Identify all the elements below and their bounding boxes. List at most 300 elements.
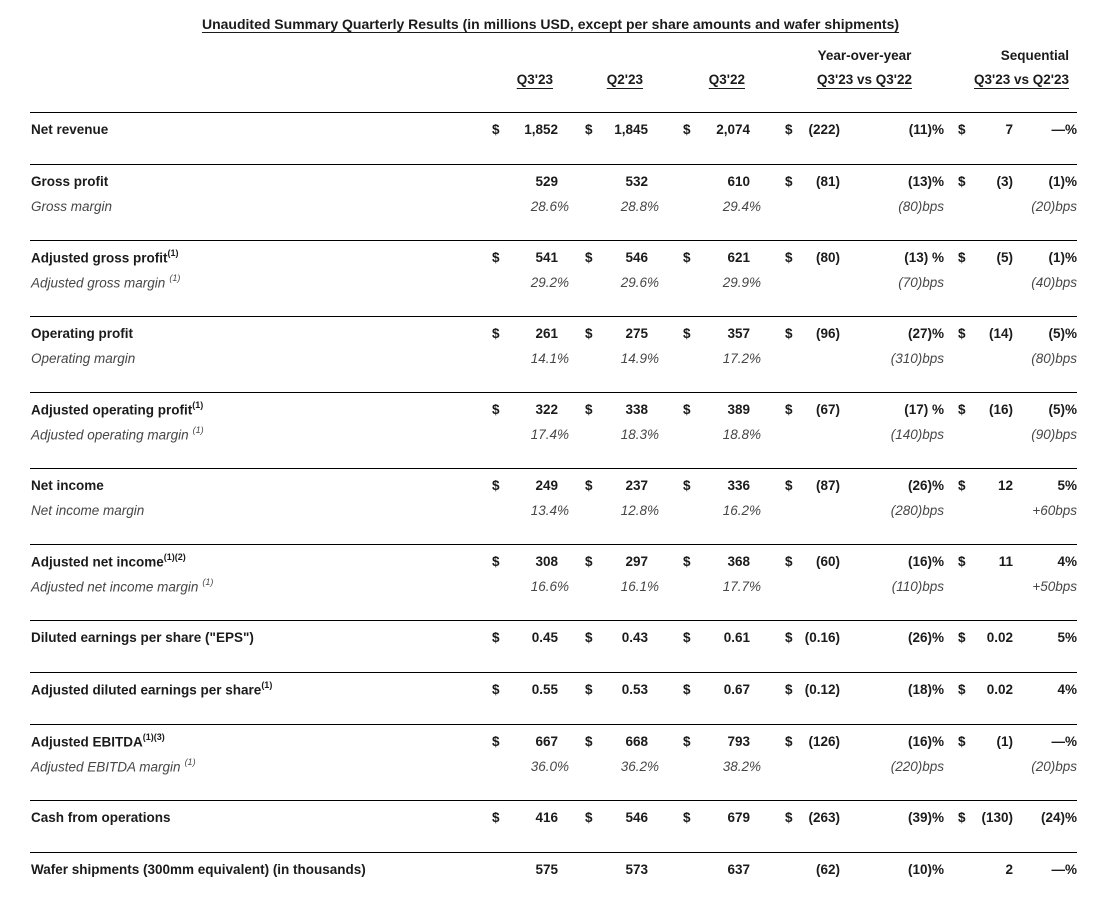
value: 28.8% xyxy=(620,198,659,214)
value: 29.6% xyxy=(620,274,659,290)
value: 793 xyxy=(727,733,750,749)
value: 36.0% xyxy=(530,758,569,774)
value: 237 xyxy=(625,477,648,493)
row-label: Adjusted net income$^{(1)(2)}$ xyxy=(31,551,186,570)
value: 12 xyxy=(997,477,1013,493)
value-cell xyxy=(683,174,750,189)
value-cell xyxy=(492,478,558,493)
value-cell xyxy=(683,478,750,493)
value: 667 xyxy=(535,733,558,749)
value: 2,074 xyxy=(716,121,750,137)
dollar-sign: $ xyxy=(785,681,793,697)
dollar-sign: $ xyxy=(492,681,500,697)
table-section xyxy=(30,544,1077,620)
value: 29.4% xyxy=(722,198,761,214)
value-cell xyxy=(585,198,659,214)
footnote-marker: (1) xyxy=(192,399,204,410)
value-cell xyxy=(585,274,659,290)
value-cell xyxy=(492,198,569,214)
footnote-marker: (1) xyxy=(169,272,181,283)
data-row xyxy=(30,624,1077,650)
percent-cell: (13)% xyxy=(907,173,944,189)
dollar-sign: $ xyxy=(683,477,691,493)
value-cell xyxy=(683,810,750,825)
value: 0.53 xyxy=(621,681,648,697)
value-cell xyxy=(683,426,761,442)
value-cell xyxy=(785,122,840,137)
dollar-sign: $ xyxy=(958,629,966,645)
value: 16.2% xyxy=(722,502,761,518)
dollar-sign: $ xyxy=(683,249,691,265)
percent-cell: (10)% xyxy=(907,861,944,877)
value: 0.67 xyxy=(723,681,750,697)
value-cell xyxy=(785,682,840,697)
value-cell xyxy=(492,502,569,518)
row-label: Operating margin xyxy=(31,350,136,366)
row-label: Adjusted EBITDA$^{(1)(3)}$ xyxy=(31,731,165,750)
value-cell xyxy=(785,734,840,749)
value-cell xyxy=(492,630,558,645)
value: 12.8% xyxy=(620,502,659,518)
value-cell xyxy=(785,326,840,341)
percent-cell: 5% xyxy=(1057,629,1077,645)
value-cell xyxy=(492,554,558,569)
dollar-sign: $ xyxy=(585,249,593,265)
value: 389 xyxy=(727,401,750,417)
value-cell xyxy=(492,426,569,442)
value: (62) xyxy=(815,861,840,877)
percent-cell: (70)bps xyxy=(898,274,944,290)
percent-cell: +60bps xyxy=(1032,502,1077,518)
percent-cell: (140)bps xyxy=(890,426,944,442)
dollar-sign: $ xyxy=(958,681,966,697)
dollar-sign: $ xyxy=(683,401,691,417)
value-cell xyxy=(492,350,569,366)
percent-cell: (16)% xyxy=(907,733,944,749)
dollar-sign: $ xyxy=(785,173,793,189)
value: 322 xyxy=(535,401,558,417)
value-cell xyxy=(683,326,750,341)
value-cell xyxy=(683,862,750,877)
value: (1) xyxy=(996,733,1013,749)
value: 14.1% xyxy=(530,350,569,366)
value: 0.02 xyxy=(986,681,1013,697)
value: 416 xyxy=(535,809,558,825)
footnote-marker: (1)(2) xyxy=(163,551,186,562)
value-cell xyxy=(585,402,648,417)
dollar-sign: $ xyxy=(683,121,691,137)
percent-cell: —% xyxy=(1051,861,1077,877)
percent-cell: (17) % xyxy=(904,401,944,417)
value-cell xyxy=(683,630,750,645)
percent-cell: (5)% xyxy=(1048,325,1077,341)
percent-cell: +50bps xyxy=(1032,578,1077,594)
value-cell xyxy=(958,734,1013,749)
value: (87) xyxy=(815,477,840,493)
value-cell xyxy=(585,426,659,442)
value-cell xyxy=(683,350,761,366)
footnote-marker: (1) xyxy=(184,756,196,767)
value: 679 xyxy=(727,809,750,825)
row-label: Adjusted gross profit$^{(1)}$ xyxy=(31,247,179,266)
value: 357 xyxy=(727,325,750,341)
dollar-sign: $ xyxy=(492,401,500,417)
value: 17.2% xyxy=(722,350,761,366)
dollar-sign: $ xyxy=(492,809,500,825)
value: 0.55 xyxy=(531,681,558,697)
value: 575 xyxy=(535,861,558,877)
value-cell xyxy=(958,630,1013,645)
value-cell xyxy=(492,682,558,697)
dollar-sign: $ xyxy=(492,325,500,341)
dollar-sign: $ xyxy=(683,553,691,569)
data-row xyxy=(30,320,1077,346)
percent-cell: (16)% xyxy=(907,553,944,569)
sequential-group-header: Sequential xyxy=(1000,47,1069,63)
column-header-yoy-compare: Q3'23 vs Q3'22 xyxy=(817,71,912,87)
percent-cell: (1)% xyxy=(1048,249,1077,265)
value-cell xyxy=(585,478,648,493)
value-cell xyxy=(683,554,750,569)
dollar-sign: $ xyxy=(958,121,966,137)
data-row xyxy=(30,804,1077,830)
value: 249 xyxy=(535,477,558,493)
value-cell xyxy=(585,554,648,569)
value-cell xyxy=(958,810,1013,825)
value-cell xyxy=(785,862,840,877)
value-cell xyxy=(785,478,840,493)
value-cell xyxy=(958,862,1013,877)
value: (81) xyxy=(815,173,840,189)
value-cell xyxy=(683,402,750,417)
margin-row xyxy=(30,346,1077,370)
dollar-sign: $ xyxy=(785,553,793,569)
margin-row xyxy=(30,574,1077,598)
value: (0.16) xyxy=(804,629,840,645)
value-cell xyxy=(958,326,1013,341)
footnote-marker: (1) xyxy=(261,679,273,690)
dollar-sign: $ xyxy=(492,733,500,749)
value: 621 xyxy=(727,249,750,265)
row-label: Adjusted operating profit$^{(1)}$ xyxy=(31,399,204,418)
dollar-sign: $ xyxy=(683,681,691,697)
value-cell xyxy=(585,734,648,749)
value-cell xyxy=(585,682,648,697)
row-label: Adjusted gross margin $^{(1)}$ xyxy=(31,272,181,291)
footnote-marker: (1) xyxy=(202,576,214,587)
value-cell xyxy=(683,198,761,214)
value: (3) xyxy=(996,173,1013,189)
dollar-sign: $ xyxy=(683,733,691,749)
results-table xyxy=(30,44,1077,904)
value: 0.61 xyxy=(723,629,750,645)
table-section xyxy=(30,392,1077,468)
value-cell xyxy=(492,758,569,774)
dollar-sign: $ xyxy=(585,477,593,493)
value: 275 xyxy=(625,325,648,341)
value-cell xyxy=(958,250,1013,265)
dollar-sign: $ xyxy=(958,809,966,825)
dollar-sign: $ xyxy=(958,553,966,569)
value: 546 xyxy=(625,809,648,825)
value: (14) xyxy=(988,325,1013,341)
value-cell xyxy=(585,122,648,137)
table-section xyxy=(30,620,1077,672)
value: 668 xyxy=(625,733,648,749)
value-cell xyxy=(683,122,750,137)
data-row xyxy=(30,116,1077,142)
value: 28.6% xyxy=(530,198,569,214)
value: (96) xyxy=(815,325,840,341)
column-header-q3-23: Q3'23 xyxy=(516,71,553,87)
value-cell xyxy=(492,250,558,265)
value: 532 xyxy=(625,173,648,189)
value-cell xyxy=(585,326,648,341)
percent-cell: (310)bps xyxy=(890,350,944,366)
value: (5) xyxy=(996,249,1013,265)
percent-cell: (280)bps xyxy=(890,502,944,518)
percent-cell: 4% xyxy=(1057,681,1077,697)
value-cell xyxy=(492,174,558,189)
yoy-group-header: Year-over-year xyxy=(817,47,912,63)
margin-row xyxy=(30,194,1077,218)
margin-row xyxy=(30,422,1077,446)
row-label: Net revenue xyxy=(31,121,109,137)
percent-cell: (39)% xyxy=(907,809,944,825)
dollar-sign: $ xyxy=(585,629,593,645)
data-row xyxy=(30,168,1077,194)
data-row xyxy=(30,472,1077,498)
value: 297 xyxy=(625,553,648,569)
percent-cell: —% xyxy=(1051,733,1077,749)
value: 29.9% xyxy=(722,274,761,290)
value-cell xyxy=(492,122,558,137)
value-cell xyxy=(585,862,648,877)
percent-cell: (27)% xyxy=(907,325,944,341)
value: 308 xyxy=(535,553,558,569)
value-cell xyxy=(958,554,1013,569)
value-cell xyxy=(492,734,558,749)
data-row xyxy=(30,244,1077,270)
value: 1,845 xyxy=(614,121,648,137)
value: 261 xyxy=(535,325,558,341)
value: 13.4% xyxy=(530,502,569,518)
value: 1,852 xyxy=(524,121,558,137)
dollar-sign: $ xyxy=(958,249,966,265)
dollar-sign: $ xyxy=(585,681,593,697)
value-cell xyxy=(492,274,569,290)
data-row xyxy=(30,676,1077,702)
row-label: Adjusted net income margin $^{(1)}$ xyxy=(31,576,214,595)
dollar-sign: $ xyxy=(492,249,500,265)
value: 11 xyxy=(998,553,1013,569)
dollar-sign: $ xyxy=(683,809,691,825)
value-cell xyxy=(785,174,840,189)
value-cell xyxy=(585,810,648,825)
dollar-sign: $ xyxy=(785,629,793,645)
value: 16.6% xyxy=(530,578,569,594)
dollar-sign: $ xyxy=(958,477,966,493)
percent-cell: (24)% xyxy=(1040,809,1077,825)
value: 17.7% xyxy=(722,578,761,594)
value-cell xyxy=(683,734,750,749)
value: 368 xyxy=(727,553,750,569)
margin-row xyxy=(30,754,1077,778)
value-cell xyxy=(585,174,648,189)
percent-cell: (110)bps xyxy=(891,578,944,594)
value: 38.2% xyxy=(722,758,761,774)
dollar-sign: $ xyxy=(585,121,593,137)
percent-cell: 5% xyxy=(1057,477,1077,493)
dollar-sign: $ xyxy=(492,121,500,137)
value: 17.4% xyxy=(530,426,569,442)
value: 29.2% xyxy=(530,274,569,290)
dollar-sign: $ xyxy=(585,809,593,825)
value-cell xyxy=(585,578,659,594)
value-cell xyxy=(958,682,1013,697)
dollar-sign: $ xyxy=(958,325,966,341)
header-group-row xyxy=(30,44,1077,66)
value: (16) xyxy=(988,401,1013,417)
value-cell xyxy=(585,350,659,366)
table-section xyxy=(30,468,1077,544)
dollar-sign: $ xyxy=(785,733,793,749)
quarterly-results-page xyxy=(0,16,1101,904)
value-cell xyxy=(492,578,569,594)
percent-cell: (220)bps xyxy=(890,758,944,774)
percent-cell: (5)% xyxy=(1048,401,1077,417)
dollar-sign: $ xyxy=(958,173,966,189)
table-section xyxy=(30,240,1077,316)
row-label: Gross margin xyxy=(31,198,113,214)
value-cell xyxy=(683,250,750,265)
value: (80) xyxy=(815,249,840,265)
row-label: Wafer shipments (300mm equivalent) (in thousands) xyxy=(31,861,366,877)
data-row xyxy=(30,548,1077,574)
value: 529 xyxy=(535,173,558,189)
value-cell xyxy=(492,810,558,825)
percent-cell: (20)bps xyxy=(1031,758,1077,774)
dollar-sign: $ xyxy=(683,325,691,341)
margin-row xyxy=(30,270,1077,294)
dollar-sign: $ xyxy=(585,325,593,341)
column-header-q2-23: Q2'23 xyxy=(606,71,643,87)
row-label: Cash from operations xyxy=(31,809,171,825)
row-label: Operating profit xyxy=(31,325,133,341)
dollar-sign: $ xyxy=(785,809,793,825)
percent-cell: (80)bps xyxy=(1031,350,1077,366)
table-section xyxy=(30,672,1077,724)
value-cell xyxy=(585,630,648,645)
value: 336 xyxy=(727,477,750,493)
value: 0.45 xyxy=(531,629,558,645)
percent-cell: 4% xyxy=(1057,553,1077,569)
percent-cell: (11)% xyxy=(908,121,944,137)
value-cell xyxy=(683,578,761,594)
value-cell xyxy=(585,502,659,518)
value-cell xyxy=(683,274,761,290)
dollar-sign: $ xyxy=(492,629,500,645)
value: (222) xyxy=(808,121,840,137)
percent-cell: (90)bps xyxy=(1031,426,1077,442)
value-cell xyxy=(958,478,1013,493)
dollar-sign: $ xyxy=(492,553,500,569)
dollar-sign: $ xyxy=(683,629,691,645)
row-label: Adjusted diluted earnings per share$^{(1)}$ xyxy=(31,679,273,698)
value: (126) xyxy=(808,733,840,749)
percent-cell: (1)% xyxy=(1048,173,1077,189)
dollar-sign: $ xyxy=(585,733,593,749)
value-cell xyxy=(958,402,1013,417)
value: 18.3% xyxy=(620,426,659,442)
value-cell xyxy=(683,758,761,774)
value-cell xyxy=(585,758,659,774)
row-label: Net income margin xyxy=(31,502,145,518)
value-cell xyxy=(785,402,840,417)
page-title: Unaudited Summary Quarterly Results (in millions USD, except per share amounts and wafer shipments) xyxy=(201,16,900,32)
value: 18.8% xyxy=(722,426,761,442)
table-section xyxy=(30,724,1077,800)
value: 546 xyxy=(625,249,648,265)
value-cell xyxy=(958,122,1013,137)
column-header-seq-compare: Q3'23 vs Q2'23 xyxy=(974,71,1069,87)
footnote-marker: (1) xyxy=(167,247,179,258)
value: 7 xyxy=(1005,121,1013,137)
percent-cell: (26)% xyxy=(907,477,944,493)
value: 14.9% xyxy=(620,350,659,366)
value-cell xyxy=(785,810,840,825)
value-cell xyxy=(785,554,840,569)
dollar-sign: $ xyxy=(585,401,593,417)
value-cell xyxy=(683,502,761,518)
footnote-marker: (1) xyxy=(192,424,204,435)
table-section xyxy=(30,852,1077,904)
value-cell xyxy=(683,682,750,697)
dollar-sign: $ xyxy=(785,325,793,341)
percent-cell: (40)bps xyxy=(1031,274,1077,290)
percent-cell: (20)bps xyxy=(1031,198,1077,214)
footnote-marker: (1)(3) xyxy=(142,731,165,742)
percent-cell: —% xyxy=(1051,121,1077,137)
dollar-sign: $ xyxy=(492,477,500,493)
dollar-sign: $ xyxy=(785,477,793,493)
row-label: Diluted earnings per share ("EPS") xyxy=(31,629,254,645)
table-body xyxy=(30,112,1077,904)
percent-cell: (18)% xyxy=(907,681,944,697)
value: (0.12) xyxy=(804,681,840,697)
value-cell xyxy=(785,250,840,265)
percent-cell: (13) % xyxy=(904,249,944,265)
value-cell xyxy=(585,250,648,265)
value: 573 xyxy=(625,861,648,877)
value: 637 xyxy=(727,861,750,877)
table-section xyxy=(30,164,1077,240)
row-label: Adjusted operating margin $^{(1)}$ xyxy=(31,424,204,443)
value-cell xyxy=(958,174,1013,189)
value: 610 xyxy=(727,173,750,189)
value: (263) xyxy=(808,809,840,825)
dollar-sign: $ xyxy=(958,401,966,417)
value: 338 xyxy=(625,401,648,417)
value-cell xyxy=(492,326,558,341)
margin-row xyxy=(30,498,1077,522)
table-section xyxy=(30,112,1077,164)
dollar-sign: $ xyxy=(785,249,793,265)
dollar-sign: $ xyxy=(785,401,793,417)
value: 2 xyxy=(1005,861,1013,877)
value-cell xyxy=(492,402,558,417)
header-column-row xyxy=(30,66,1077,92)
